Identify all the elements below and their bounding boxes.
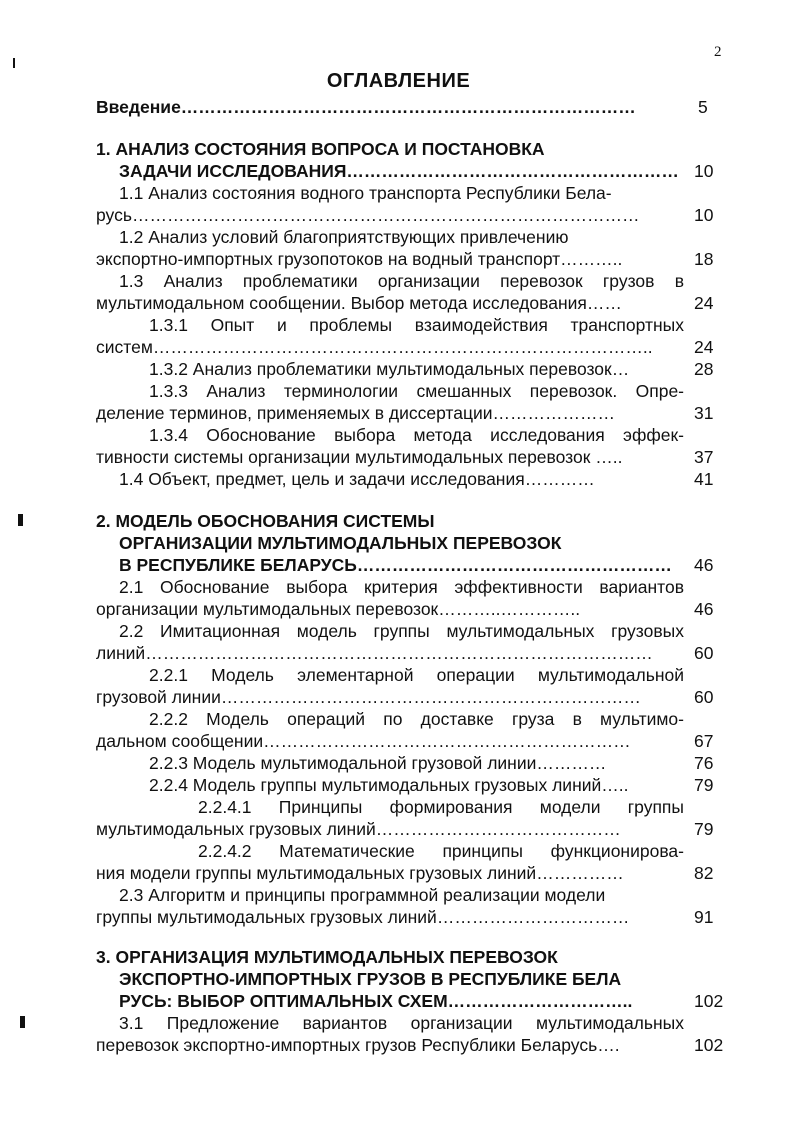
margin-mark (20, 1016, 25, 1028)
toc-line: 1.3 Анализ проблематики организации перевозок грузов в (119, 271, 684, 291)
toc-line: 2.1 Обоснование выбора критерия эффективности вариантов (119, 577, 684, 597)
toc-page: 67 (694, 731, 714, 751)
toc-page: 24 (694, 337, 714, 357)
toc-line: РУСЬ: ВЫБОР ОПТИМАЛЬНЫХ СХЕМ………………………….. (119, 991, 633, 1011)
toc-line: ЭКСПОРТНО-ИМПОРТНЫХ ГРУЗОВ В РЕСПУБЛИКЕ БЕЛА (119, 969, 622, 989)
toc-line: 2.2.2 Модель операций по доставке груза в мультимо- (149, 709, 684, 729)
toc-page: 37 (694, 447, 714, 467)
toc-line: систем………………………………………………………………………….. (96, 337, 653, 357)
margin-mark (18, 514, 23, 526)
toc-line: группы мультимодальных грузовых линий…………………………… (96, 907, 630, 927)
toc-line: 1.1 Анализ состояния водного транспорта Республики Бела- (119, 183, 612, 203)
toc-page: 10 (694, 161, 714, 181)
toc-line: 2.2.4.1 Принципы формирования модели группы (198, 797, 684, 817)
toc-page: 79 (694, 775, 714, 795)
toc-line: 3. ОРГАНИЗАЦИЯ МУЛЬТИМОДАЛЬНЫХ ПЕРЕВОЗОК (96, 947, 558, 967)
toc-line: мультимодальных грузовых линий…………………………………… (96, 819, 621, 839)
toc-line: 2.2 Имитационная модель группы мультимодальных грузовых (119, 621, 684, 641)
toc-line: 1.3.2 Анализ проблематики мультимодальных перевозок… (149, 359, 630, 379)
toc-line: ЗАДАЧИ ИССЛЕДОВАНИЯ………………………………………………… (119, 161, 679, 181)
toc-line: организации мультимодальных перевозок………..………….. (96, 599, 581, 619)
toc-page: 41 (694, 469, 714, 489)
toc-page: 31 (694, 403, 714, 423)
toc-line: 2.2.3 Модель мультимодальной грузовой линии………… (149, 753, 607, 773)
toc-line: тивности системы организации мультимодальных перевозок ….. (96, 447, 623, 467)
page-number: 2 (714, 44, 722, 60)
toc-line: 2.2.4.2 Математические принципы функционирова- (198, 841, 684, 861)
toc-line: экспортно-импортных грузопотоков на водный транспорт……….. (96, 249, 623, 269)
toc-line: 1.2 Анализ условий благоприятствующих привлечению (119, 227, 569, 247)
toc-page: 79 (694, 819, 714, 839)
toc-line: мультимодальном сообщении. Выбор метода исследования…… (96, 293, 622, 313)
toc-line: Введение…………………………………………………………………… (96, 97, 636, 117)
toc-page: 10 (694, 205, 714, 225)
toc-page: 46 (694, 599, 714, 619)
toc-page: 28 (694, 359, 714, 379)
toc-line: 1. АНАЛИЗ СОСТОЯНИЯ ВОПРОСА И ПОСТАНОВКА (96, 139, 545, 159)
toc-line: ния модели группы мультимодальных грузовых линий…………… (96, 863, 624, 883)
toc-line: 2.3 Алгоритм и принципы программной реализации модели (119, 885, 606, 905)
toc-line: ОРГАНИЗАЦИИ МУЛЬТИМОДАЛЬНЫХ ПЕРЕВОЗОК (119, 533, 562, 553)
toc-line: грузовой линии……………………………………………………………… (96, 687, 641, 707)
toc-page: 5 (698, 97, 708, 117)
toc-page: 91 (694, 907, 714, 927)
toc-line: 1.3.1 Опыт и проблемы взаимодействия транспортных (149, 315, 684, 335)
toc-line: перевозок экспортно-импортных грузов Республики Беларусь…. (96, 1035, 620, 1055)
toc-line: 2. МОДЕЛЬ ОБОСНОВАНИЯ СИСТЕМЫ (96, 511, 435, 531)
toc-page: 102 (694, 1035, 724, 1055)
toc-line: 2.2.4 Модель группы мультимодальных грузовых линий….. (149, 775, 629, 795)
toc-page: 76 (694, 753, 714, 773)
toc-page: 60 (694, 687, 714, 707)
toc-line: линий…………………………………………………………………………… (96, 643, 653, 663)
margin-mark (13, 58, 15, 68)
toc-page: 18 (694, 249, 714, 269)
toc-title: ОГЛАВЛЕНИЕ (326, 70, 471, 92)
toc-line: 1.4 Объект, предмет, цель и задачи исследования………… (119, 469, 595, 489)
toc-page: 102 (694, 991, 724, 1011)
toc-line: русь…………………………………………………………………………… (96, 205, 640, 225)
toc-line: деление терминов, применяемых в диссертации………………… (96, 403, 616, 423)
toc-page: 60 (694, 643, 714, 663)
toc-line: В РЕСПУБЛИКЕ БЕЛАРУСЬ……………………………………………… (119, 555, 672, 575)
toc-line: 1.3.3 Анализ терминологии смешанных перевозок. Опре- (149, 381, 684, 401)
toc-line: 1.3.4 Обоснование выбора метода исследования эффек- (149, 425, 684, 445)
toc-line: дальном сообщении……………………………………………………… (96, 731, 631, 751)
toc-page: 82 (694, 863, 714, 883)
toc-line: 3.1 Предложение вариантов организации мультимодальных (119, 1013, 684, 1033)
toc-page: 24 (694, 293, 714, 313)
toc-page: 46 (694, 555, 714, 575)
toc-line: 2.2.1 Модель элементарной операции мультимодальной (149, 665, 684, 685)
